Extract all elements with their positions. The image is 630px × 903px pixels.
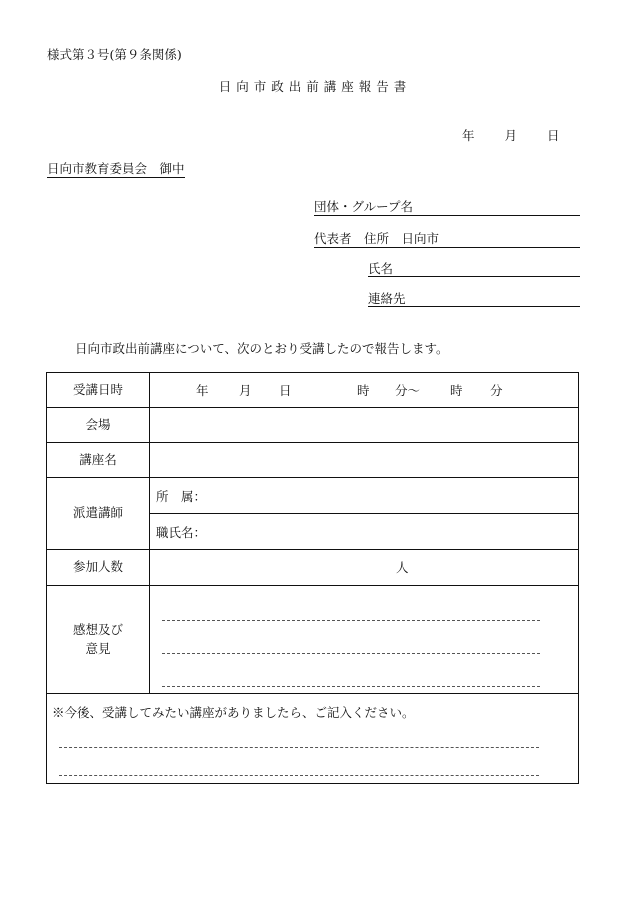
document-title: 日向市政出前講座報告書 [218,79,412,94]
group-name-field[interactable] [314,215,580,216]
date-month: 月 [504,128,518,143]
note-line [59,775,539,776]
date-year: 年 [462,128,475,143]
note-field[interactable] [47,694,579,784]
impressions-label-line1: 感想及び [72,622,123,638]
affiliation-label: 所 属： [156,489,207,504]
impressions-line [162,653,540,654]
row-venue [47,408,579,443]
form-number: 様式第３号(第９条関係) [47,47,182,62]
course-field[interactable] [150,443,579,478]
venue-field[interactable] [150,408,579,443]
row-affiliation [47,478,579,514]
note-text: ※今後、受講してみたい講座がありましたら、ご記入ください。 [52,705,415,720]
row-note [47,694,579,784]
participants-field[interactable] [150,550,579,586]
representative-address-field[interactable] [314,247,580,248]
group-name-label: 団体・グループ名 [314,199,414,214]
row-datetime [47,373,579,408]
datetime-label: 受講日時 [47,373,150,408]
note-line [59,747,539,748]
report-table [46,372,579,784]
representative-name-label: 氏名 [368,261,394,276]
position-name-field[interactable] [150,514,579,550]
dt-minute-start: 分〜 [395,383,421,398]
dt-year: 年 [196,383,209,398]
participants-label: 参加人数 [47,550,150,586]
dt-hour-end: 時 [450,383,463,398]
lecturer-label: 派遣講師 [47,478,150,550]
representative-name-field[interactable] [368,276,580,277]
participants-unit: 人 [396,560,409,575]
position-name-label: 職氏名： [156,525,207,540]
dt-hour-start: 時 [357,383,370,398]
contact-field[interactable] [368,306,580,307]
impressions-line [162,620,540,621]
course-label: 講座名 [47,443,150,478]
addressee: 日向市教育委員会 御中 [47,161,185,176]
dt-minute-end: 分 [490,383,503,398]
affiliation-field[interactable] [150,478,579,514]
row-course [47,443,579,478]
impressions-line [162,686,540,687]
venue-label: 会場 [47,408,150,443]
dt-month: 月 [239,383,252,398]
impressions-label [47,586,150,694]
row-participants [47,550,579,586]
contact-label: 連絡先 [368,291,406,306]
representative-address-label: 代表者 住所 日向市 [314,231,440,246]
impressions-label-line2: 意見 [85,640,111,656]
date-line [462,130,560,143]
dt-day: 日 [279,383,292,398]
row-impressions [47,586,579,694]
intro-text: 日向市政出前講座について、次のとおり受講したので報告します。 [75,341,449,356]
impressions-field[interactable] [150,586,579,694]
datetime-field[interactable] [150,373,579,408]
date-day: 日 [547,128,560,143]
